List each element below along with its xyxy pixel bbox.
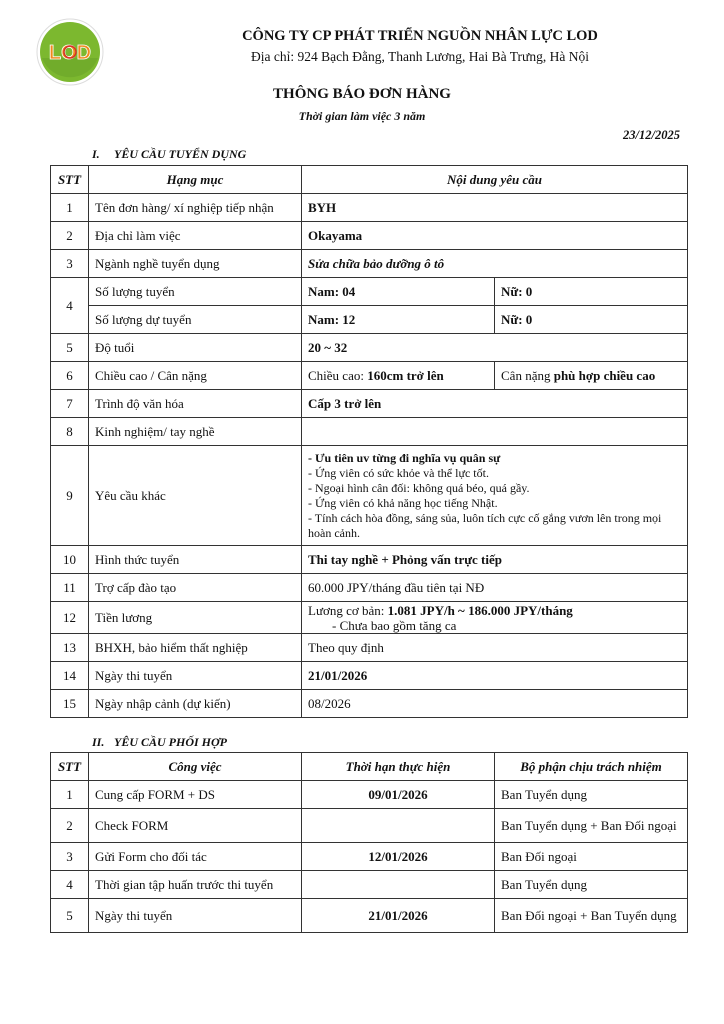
header-owner: Bộ phận chịu trách nhiệm — [495, 753, 688, 781]
row-stt: 14 — [51, 662, 89, 690]
row-value: Theo quy định — [302, 634, 688, 662]
row-label: Ngày nhập cảnh (dự kiến) — [89, 690, 302, 718]
row-label: Trợ cấp đào tạo — [89, 574, 302, 602]
row-stt: 4 — [51, 871, 89, 899]
table-row — [51, 871, 688, 899]
row-label: Tên đơn hàng/ xí nghiệp tiếp nhận — [89, 194, 302, 222]
requirement-line: - Ứng viên có khả năng học tiếng Nhật. — [308, 495, 498, 510]
row-stt: 4 — [51, 278, 89, 334]
row-value: BYH — [302, 194, 688, 222]
row-label: Ngành nghề tuyển dụng — [89, 250, 302, 278]
header-content: Nội dung yêu cầu — [302, 166, 688, 194]
table-row — [51, 843, 688, 871]
salary-note: - Chưa bao gồm tăng ca — [332, 617, 457, 633]
table-row — [51, 250, 688, 278]
row-stt: 2 — [51, 809, 89, 843]
requirement-line: - Ưu tiên uv từng đi nghĩa vụ quân sự — [308, 450, 501, 465]
owner-cell: Ban Tuyển dụng — [495, 871, 688, 899]
row-stt: 2 — [51, 222, 89, 250]
table-row — [51, 662, 688, 690]
row-label: Trình độ văn hóa — [89, 390, 302, 418]
row-label: Độ tuổi — [89, 334, 302, 362]
row-label: Địa chỉ làm việc — [89, 222, 302, 250]
row-value — [302, 418, 688, 446]
section-2-heading — [92, 735, 227, 750]
row-stt: 9 — [51, 446, 89, 546]
row-stt: 13 — [51, 634, 89, 662]
table-row — [51, 634, 688, 662]
table-header-row — [51, 166, 688, 194]
other-requirements — [302, 446, 688, 546]
document-subtitle: Thời gian làm việc 3 năm — [298, 109, 426, 123]
table-row — [51, 781, 688, 809]
row-value: Okayama — [302, 222, 688, 250]
header-deadline: Thời hạn thực hiện — [302, 753, 495, 781]
table-row — [51, 306, 688, 334]
section-1-title: YÊU CẦU TUYỂN DỤNG — [114, 147, 247, 161]
owner-cell: Ban Đối ngoại + Ban Tuyển dụng — [495, 899, 688, 933]
table-row — [51, 690, 688, 718]
table-row — [51, 574, 688, 602]
table-row — [51, 194, 688, 222]
row-label: Ngày thi tuyển — [89, 662, 302, 690]
row-value: Thi tay nghề + Phỏng vấn trực tiếp — [302, 546, 688, 574]
row-stt: 12 — [51, 602, 89, 634]
row-stt: 5 — [51, 334, 89, 362]
deadline-cell: 21/01/2026 — [302, 899, 495, 933]
row-label: Yêu cầu khác — [89, 446, 302, 546]
salary-cell — [302, 602, 688, 634]
row-value: Cấp 3 trở lên — [302, 390, 688, 418]
company-logo — [36, 18, 104, 86]
table-row — [51, 899, 688, 933]
table-row — [51, 418, 688, 446]
height-cell — [302, 362, 495, 390]
weight-label: Cân nặng — [501, 368, 554, 383]
section-1-number: I. — [92, 147, 100, 161]
height-value: 160cm trở lên — [367, 368, 444, 383]
task-cell: Gửi Form cho đối tác — [89, 843, 302, 871]
deadline-cell — [302, 871, 495, 899]
row-label: Chiều cao / Cân nặng — [89, 362, 302, 390]
owner-cell: Ban Đối ngoại — [495, 843, 688, 871]
male-count: Nam: 04 — [302, 278, 495, 306]
female-count: Nữ: 0 — [495, 278, 688, 306]
deadline-cell — [302, 809, 495, 843]
row-value: 60.000 JPY/tháng đầu tiên tại NĐ — [302, 574, 688, 602]
male-count: Nam: 12 — [302, 306, 495, 334]
task-cell: Cung cấp FORM + DS — [89, 781, 302, 809]
requirement-line: - Ngoại hình cân đối: không quá béo, quá gầy. — [308, 480, 530, 495]
weight-value: phù hợp chiều cao — [553, 368, 656, 383]
owner-cell: Ban Tuyển dụng — [495, 781, 688, 809]
company-address: Địa chỉ: 924 Bạch Đằng, Thanh Lương, Hai Bà Trưng, Hà Nội — [251, 49, 589, 64]
document-title: THÔNG BÁO ĐƠN HÀNG — [273, 86, 451, 102]
table-header-row — [51, 753, 688, 781]
header-stt: STT — [51, 753, 89, 781]
row-stt: 10 — [51, 546, 89, 574]
row-stt: 1 — [51, 194, 89, 222]
row-label: BHXH, bảo hiểm thất nghiệp — [89, 634, 302, 662]
task-cell: Check FORM — [89, 809, 302, 843]
owner-cell: Ban Tuyển dụng + Ban Đối ngoại — [495, 809, 688, 843]
weight-cell — [495, 362, 688, 390]
deadline-cell: 09/01/2026 — [302, 781, 495, 809]
row-stt: 7 — [51, 390, 89, 418]
header-task: Công việc — [89, 753, 302, 781]
section-1-heading — [92, 147, 246, 162]
row-label: Số lượng tuyển — [89, 278, 302, 306]
female-count: Nữ: 0 — [495, 306, 688, 334]
document-date: 23/12/2025 — [623, 128, 680, 142]
company-name: CÔNG TY CP PHÁT TRIỂN NGUỒN NHÂN LỰC LOD — [242, 28, 598, 44]
logo-text: LOD — [48, 42, 92, 64]
task-cell: Thời gian tập huấn trước thi tuyển — [89, 871, 302, 899]
table-row — [51, 278, 688, 306]
header-stt: STT — [51, 166, 89, 194]
deadline-cell: 12/01/2026 — [302, 843, 495, 871]
table-row — [51, 602, 688, 634]
row-label: Hình thức tuyển — [89, 546, 302, 574]
table-row — [51, 334, 688, 362]
table-row — [51, 446, 688, 546]
row-stt: 3 — [51, 250, 89, 278]
row-stt: 8 — [51, 418, 89, 446]
row-label: Số lượng dự tuyển — [89, 306, 302, 334]
row-label: Tiền lương — [89, 602, 302, 634]
row-stt: 3 — [51, 843, 89, 871]
requirements-table — [50, 165, 688, 718]
height-label: Chiều cao: — [308, 368, 368, 383]
coordination-table — [50, 752, 688, 933]
row-value: 08/2026 — [302, 690, 688, 718]
salary-value: 1.081 JPY/h ~ 186.000 JPY/tháng — [387, 602, 573, 618]
table-row — [51, 390, 688, 418]
row-value: 20 ~ 32 — [302, 334, 688, 362]
row-label: Kinh nghiệm/ tay nghề — [89, 418, 302, 446]
table-row — [51, 362, 688, 390]
table-row — [51, 809, 688, 843]
section-2-number: II. — [92, 735, 105, 749]
row-value: Sửa chữa bảo dưỡng ô tô — [302, 250, 688, 278]
header-item: Hạng mục — [89, 166, 302, 194]
row-stt: 15 — [51, 690, 89, 718]
row-stt: 5 — [51, 899, 89, 933]
row-value: 21/01/2026 — [302, 662, 688, 690]
row-stt: 1 — [51, 781, 89, 809]
requirement-line: - Tính cách hòa đồng, sáng sủa, luôn tích cực cố gắng vươn lên trong mọi hoàn cảnh. — [308, 510, 662, 540]
row-stt: 11 — [51, 574, 89, 602]
table-row — [51, 222, 688, 250]
requirement-line: - Ứng viên có sức khỏe và thể lực tốt. — [308, 465, 489, 480]
task-cell: Ngày thi tuyển — [89, 899, 302, 933]
table-row — [51, 546, 688, 574]
row-stt: 6 — [51, 362, 89, 390]
section-2-title: YÊU CẦU PHỐI HỢP — [114, 735, 228, 749]
salary-prefix: Lương cơ bản: — [308, 602, 388, 618]
